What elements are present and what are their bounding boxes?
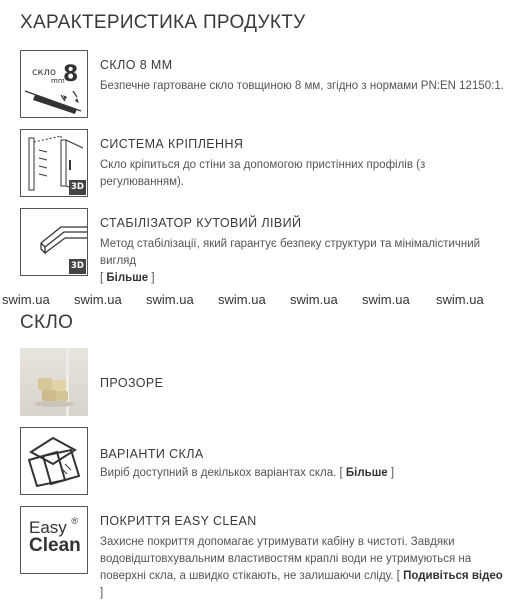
- more-bracket-close: ]: [100, 587, 104, 599]
- glass-icon-unit: mm: [51, 77, 65, 85]
- more-bracket-close: ]: [148, 272, 155, 284]
- more-link[interactable]: Більше: [345, 467, 388, 479]
- easy-clean-line2: Clean: [29, 535, 81, 556]
- glass-icon-number: 8: [63, 62, 79, 87]
- feature-title: ВАРІАНТИ СКЛА: [100, 447, 204, 461]
- 3d-badge: 3D: [69, 180, 86, 195]
- feature-description: [100, 534, 508, 602]
- feature-easy-clean: [20, 506, 506, 600]
- 3d-badge: 3D: [69, 259, 86, 274]
- feature-description: Скло кріпиться до стіни за допомогою пристінних профілів (з регулюванням).: [100, 159, 426, 188]
- feature-title: ПОКРИТТЯ EASY CLEAN: [100, 514, 257, 528]
- feature-description-text: Захисне покриття допомагає утримувати кабіну в чистоті. Завдяки водовідштовхувальним властивостям краплі води не утримуються на поверхні скла, а швидко стікають, не залишаючи сліду. [: [100, 536, 472, 582]
- more-bracket-open: [: [100, 272, 107, 284]
- feature-title: СКЛО 8 ММ: [100, 58, 173, 72]
- feature-glass-8mm: [20, 50, 506, 124]
- feature-description: Безпечне гартоване скло товщиною 8 мм, згідно з нормами PN:EN 12150:1.: [100, 80, 504, 92]
- watermark-text: swim.ua: [146, 292, 194, 307]
- watermark-text: swim.ua: [290, 292, 338, 307]
- watermark-text: swim.ua: [74, 292, 122, 307]
- watermark-row: [0, 292, 510, 308]
- more-bracket-close: ]: [387, 467, 395, 479]
- transparent-glass-icon: [20, 348, 88, 416]
- feature-glass-variants: [20, 427, 506, 501]
- glass-section-title: СКЛО: [20, 312, 74, 333]
- glass-thickness-icon: [20, 50, 88, 118]
- watch-video-link[interactable]: Подивіться відео: [403, 570, 503, 582]
- feature-mounting-system: [20, 129, 506, 203]
- more-link[interactable]: Більше: [106, 272, 149, 284]
- registered-icon: ®: [71, 516, 78, 526]
- easy-clean-line1: Easy: [29, 518, 67, 537]
- glass-icon-label: скло: [32, 67, 57, 78]
- feature-title: СТАБІЛІЗАТОР КУТОВИЙ ЛІВИЙ: [100, 216, 302, 230]
- feature-description-text: Метод стабілізації, який гарантує безпеку структури та мінімалістичний вигляд: [100, 238, 481, 267]
- watermark-text: swim.ua: [362, 292, 410, 307]
- product-section-title: ХАРАКТЕРИСТИКА ПРОДУКТУ: [20, 12, 306, 33]
- feature-description: [100, 236, 504, 287]
- feature-title: ПРОЗОРЕ: [100, 376, 164, 390]
- easy-clean-icon: [20, 506, 88, 574]
- wall-mount-icon: [20, 129, 88, 197]
- glass-variants-icon: [20, 427, 88, 495]
- feature-corner-stabilizer: [20, 208, 506, 282]
- feature-transparent-glass: [20, 348, 506, 422]
- corner-stabilizer-icon: [20, 208, 88, 276]
- watermark-text: swim.ua: [2, 292, 50, 307]
- watermark-text: swim.ua: [436, 292, 484, 307]
- feature-description: [100, 465, 504, 482]
- feature-description-text: Виріб доступний в декількох варіантах скла. [: [100, 467, 346, 479]
- feature-title: СИСТЕМА КРІПЛЕННЯ: [100, 137, 244, 151]
- watermark-text: swim.ua: [218, 292, 266, 307]
